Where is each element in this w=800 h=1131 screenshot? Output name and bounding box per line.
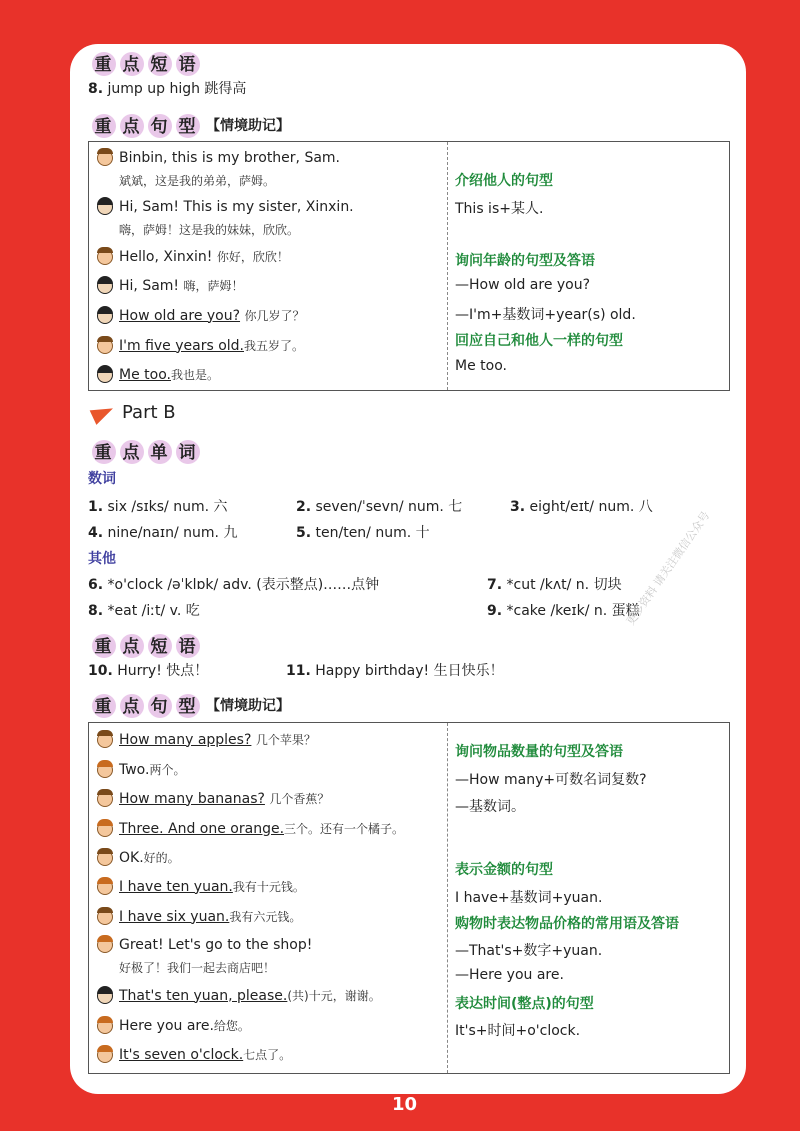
category-numerals: 数词 — [88, 471, 116, 487]
word-item: 6. *o'clock /əˈklɒk/ adv. (表示整点)……点钟 — [88, 577, 380, 593]
pattern-line: I have+基数词+yuan. — [455, 890, 603, 906]
clerk-avatar-icon — [97, 988, 113, 1004]
pattern-heading: 表达时间(整点)的句型 — [455, 996, 594, 1012]
girl-avatar-icon — [97, 278, 113, 294]
dialog-line: How many apples? 几个苹果？ — [97, 731, 316, 748]
pattern-line: It's+时间+o'clock. — [455, 1023, 581, 1039]
girl-avatar-icon — [97, 762, 113, 778]
girl-avatar-icon — [97, 308, 113, 324]
phrase-8: 8. jump up high 跳得高 — [88, 81, 247, 97]
phrase-11: 11. Happy birthday! 生日快乐！ — [286, 663, 504, 679]
pattern-line: —基数词。 — [455, 799, 525, 815]
page-number: 10 — [392, 1094, 418, 1115]
pattern-line: —Here you are. — [455, 967, 564, 983]
girl-avatar-icon — [97, 367, 113, 383]
phrase-10: 10. Hurry! 快点！ — [88, 663, 209, 679]
dialog-line: How old are you? 你几岁了？ — [97, 307, 305, 324]
pattern-line: —I'm+基数词+year(s) old. — [455, 307, 636, 323]
pattern-line: Me too. — [455, 358, 507, 374]
boy-avatar-icon — [97, 150, 113, 166]
boy-avatar-icon — [97, 249, 113, 265]
dialog-line: That's ten yuan, please. (共)十元，谢谢。 — [97, 987, 381, 1004]
girl-avatar-icon — [97, 1047, 113, 1063]
category-others: 其他 — [88, 551, 116, 567]
word-item: 5. ten/ten/ num. 十 — [296, 525, 430, 541]
pattern-heading: 回应自己和他人一样的句型 — [455, 333, 623, 349]
word-item: 9. *cake /keɪk/ n. 蛋糕 — [487, 603, 640, 619]
watermark: 更多资料 请关注微信公众号 — [623, 509, 713, 628]
section-title-phrases-2: 重 点 短 语 — [92, 632, 198, 657]
dialog-box-1: Binbin, this is my brother, Sam. 斌斌，这是我的弟弟，萨姆。 Hi, Sam! This is my sister, Xinxin. 嗨，萨姆！这是我的妹妹，欣欣。 Hello, Xinxin! 你好，欣欣！ Hi, Sam! 嗨，萨姆！ How old are you? 你几岁了？ I'm five years old. 我五岁了。 Me too. 我也是。 介绍他人的句型 This is+某人. 询问年龄的句型及答语 —How old are you? —I'm+基数词+year(s) old. 回应自己和他人一样的句型 Me too. — [88, 141, 730, 391]
pattern-line: —That's+数字+yuan. — [455, 943, 603, 959]
pattern-line: —How old are you? — [455, 277, 591, 293]
section-title-sentences-2: 重 点 句 型 【情境助记】 — [92, 692, 290, 717]
girl-avatar-icon — [97, 1018, 113, 1034]
girl-avatar-icon — [97, 879, 113, 895]
section-title-sentences: 重 点 句 型 【情境助记】 — [92, 112, 290, 137]
dialog-line: How many bananas? 几个香蕉？ — [97, 790, 329, 807]
pattern-heading: 购物时表达物品价格的常用语及答语 — [455, 916, 679, 932]
pattern-heading: 表示金额的句型 — [455, 862, 553, 878]
section-title-phrases: 重 点 短 语 — [92, 50, 198, 75]
part-b-heading: Part B — [92, 402, 176, 423]
dialog-box-2: How many apples? 几个苹果？ Two. 两个。 How many bananas? 几个香蕉？ Three. And one orange. 三个。还有一个橘子。 OK. 好的。 I have ten yuan. 我有十元钱。 I have six yuan. 我有六元钱。 Great! Let's go to the shop! 好极了！我们一起去商店吧！ That's ten yuan, please. (共)十元，谢谢。 Here you are. 给您。 It's seven o'clock. 七点了。 询问物品数量的句型及答语 —How many+可数名词复数? —基数词。 表示金额的句型 I have+基数词+yuan. 购物时表达物品价格的常用语及答语 —That's+数字+yuan. —Here you are. 表达时间(整点)的句型 It's+时间+o'clock. — [88, 722, 730, 1074]
boy-avatar-icon — [97, 338, 113, 354]
dialog-line: Me too. 我也是。 — [97, 366, 219, 383]
dialog-line: Two. 两个。 — [97, 761, 185, 778]
paper-plane-icon — [90, 401, 117, 425]
word-item: 4. nine/naɪn/ num. 九 — [88, 525, 238, 541]
dialog-line: Binbin, this is my brother, Sam. — [97, 150, 340, 166]
pattern-line: This is+某人. — [455, 201, 544, 217]
dialog-line: Great! Let's go to the shop! — [97, 937, 312, 953]
pattern-line: —How many+可数名词复数? — [455, 772, 647, 788]
boy-avatar-icon — [97, 791, 113, 807]
dialog-line: I'm five years old. 我五岁了。 — [97, 337, 304, 354]
girl-avatar-icon — [97, 937, 113, 953]
dialog-line: I have six yuan. 我有六元钱。 — [97, 908, 301, 925]
girl-avatar-icon — [97, 821, 113, 837]
dialog-line: Hi, Sam! 嗨，萨姆！ — [97, 277, 244, 294]
pattern-heading: 询问物品数量的句型及答语 — [455, 744, 623, 760]
dialog-line: Hello, Xinxin! 你好，欣欣！ — [97, 248, 289, 265]
dialog-line: I have ten yuan. 我有十元钱。 — [97, 878, 305, 895]
pattern-heading: 介绍他人的句型 — [455, 173, 553, 189]
dialog-line: OK. 好的。 — [97, 849, 180, 866]
word-item: 1. six /sɪks/ num. 六 — [88, 499, 228, 515]
dialog-line: Hi, Sam! This is my sister, Xinxin. — [97, 199, 354, 215]
boy-avatar-icon — [97, 732, 113, 748]
dialog-line: It's seven o'clock. 七点了。 — [97, 1046, 291, 1063]
dialog-line: Here you are. 给您。 — [97, 1017, 250, 1034]
girl-avatar-icon — [97, 199, 113, 215]
dialog-line: Three. And one orange. 三个。还有一个橘子。 — [97, 820, 404, 837]
pattern-heading: 询问年龄的句型及答语 — [455, 253, 595, 269]
word-item: 8. *eat /iːt/ v. 吃 — [88, 603, 200, 619]
boy-avatar-icon — [97, 850, 113, 866]
word-item: 2. seven/ˈsevn/ num. 七 — [296, 499, 463, 515]
word-item: 3. eight/eɪt/ num. 八 — [510, 499, 653, 515]
section-title-words: 重 点 单 词 — [92, 438, 198, 463]
word-item: 7. *cut /kʌt/ n. 切块 — [487, 577, 622, 593]
boy-avatar-icon — [97, 909, 113, 925]
